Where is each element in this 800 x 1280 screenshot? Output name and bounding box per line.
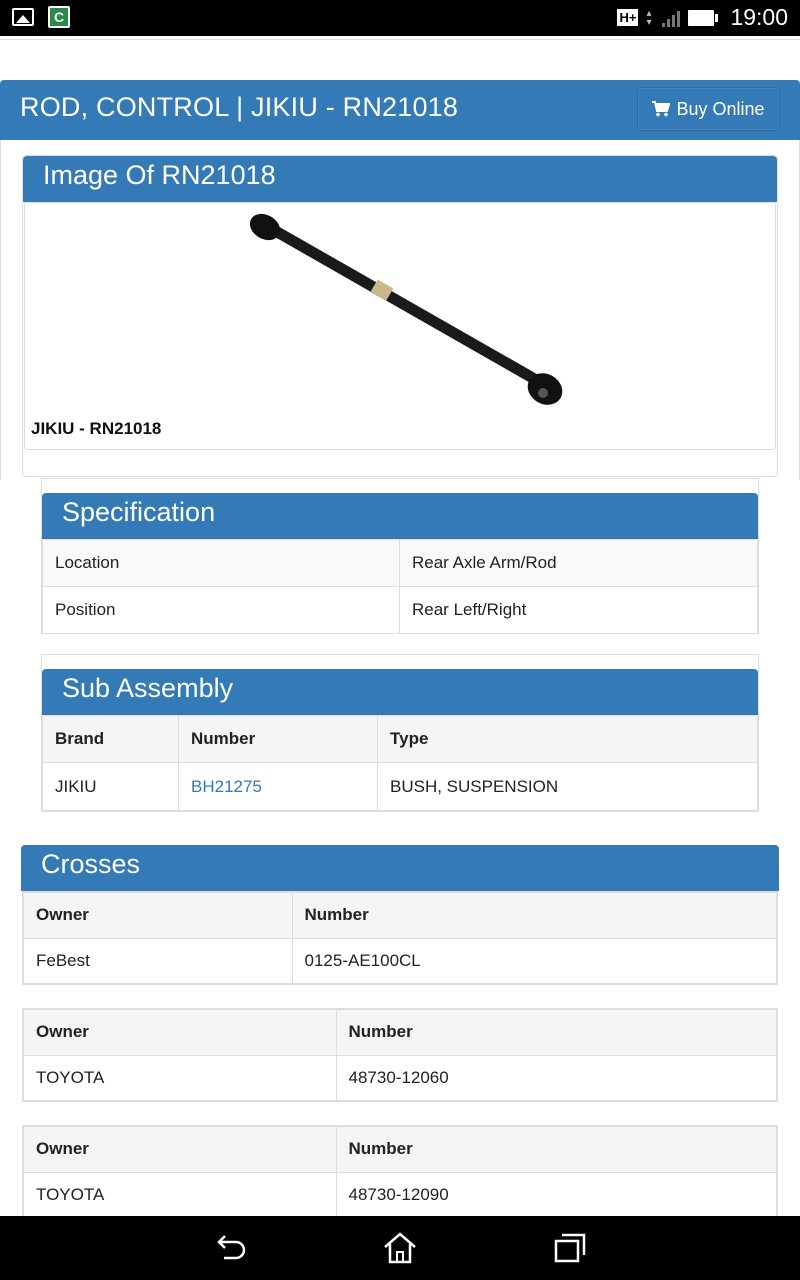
app-c-icon: C	[48, 6, 70, 28]
top-divider	[0, 36, 800, 40]
image-panel-title: Image Of RN21018	[23, 156, 777, 202]
spec-label: Location	[43, 540, 400, 587]
back-icon[interactable]	[212, 1230, 248, 1266]
owner-cell: TOYOTA	[23, 1172, 336, 1218]
number-cell: 48730-12060	[336, 1055, 777, 1101]
buy-online-button[interactable]	[637, 87, 780, 131]
image-body	[24, 202, 776, 450]
column-header: Type	[378, 716, 758, 763]
page-header	[0, 80, 800, 140]
signal-icon	[662, 9, 680, 27]
cross-table	[22, 1125, 778, 1219]
table-row	[23, 1055, 777, 1101]
table-row	[43, 763, 758, 811]
number-cell: 48730-12090	[336, 1172, 777, 1218]
spec-label: Position	[43, 587, 400, 634]
table-row	[23, 1172, 777, 1218]
brand-cell: JIKIU	[43, 763, 179, 811]
column-header: Brand	[43, 716, 179, 763]
table-header-row	[23, 892, 777, 938]
table-row	[23, 938, 777, 984]
spec-value: Rear Axle Arm/Rod	[400, 540, 758, 587]
data-activity-icon: ▴ ▾	[646, 7, 652, 28]
table-row	[43, 540, 758, 587]
image-panel	[22, 155, 778, 477]
number-cell	[179, 763, 378, 811]
number-cell: 0125-AE100CL	[292, 938, 777, 984]
column-header: Number	[179, 716, 378, 763]
network-type: H+	[619, 10, 637, 25]
spec-value: Rear Left/Right	[400, 587, 758, 634]
cart-icon	[652, 101, 670, 117]
cross-table	[22, 891, 778, 985]
image-icon	[12, 8, 34, 26]
crosses-title: Crosses	[21, 845, 779, 891]
table-header-row	[23, 1126, 777, 1172]
column-header: Owner	[23, 1009, 336, 1055]
battery-icon	[688, 10, 714, 26]
status-bar	[0, 0, 800, 36]
specification-table	[42, 539, 758, 634]
control-rod-image	[245, 207, 565, 417]
column-header: Owner	[23, 892, 292, 938]
home-icon[interactable]	[382, 1230, 418, 1266]
column-header: Owner	[23, 1126, 336, 1172]
clock: 19:00	[730, 4, 788, 30]
recent-apps-icon[interactable]	[552, 1230, 588, 1266]
image-caption: JIKIU - RN21018	[31, 419, 162, 438]
sub-assembly-panel	[41, 654, 759, 812]
column-header: Number	[336, 1126, 777, 1172]
specification-panel	[41, 478, 759, 634]
navigation-bar	[0, 1216, 800, 1280]
sub-assembly-table	[42, 715, 758, 811]
sub-assembly-title: Sub Assembly	[42, 669, 758, 715]
page-title: ROD, CONTROL | JIKIU - RN21018	[20, 92, 459, 122]
column-header: Number	[292, 892, 777, 938]
specification-title: Specification	[42, 493, 758, 539]
table-header-row	[43, 716, 758, 763]
table-row	[43, 587, 758, 634]
buy-online-label: Buy Online	[676, 98, 765, 119]
part-number-link[interactable]: BH21275	[191, 776, 262, 796]
table-header-row	[23, 1009, 777, 1055]
column-header: Number	[336, 1009, 777, 1055]
owner-cell: FeBest	[23, 938, 292, 984]
type-cell: BUSH, SUSPENSION	[378, 763, 758, 811]
owner-cell: TOYOTA	[23, 1055, 336, 1101]
cross-table	[22, 1008, 778, 1102]
